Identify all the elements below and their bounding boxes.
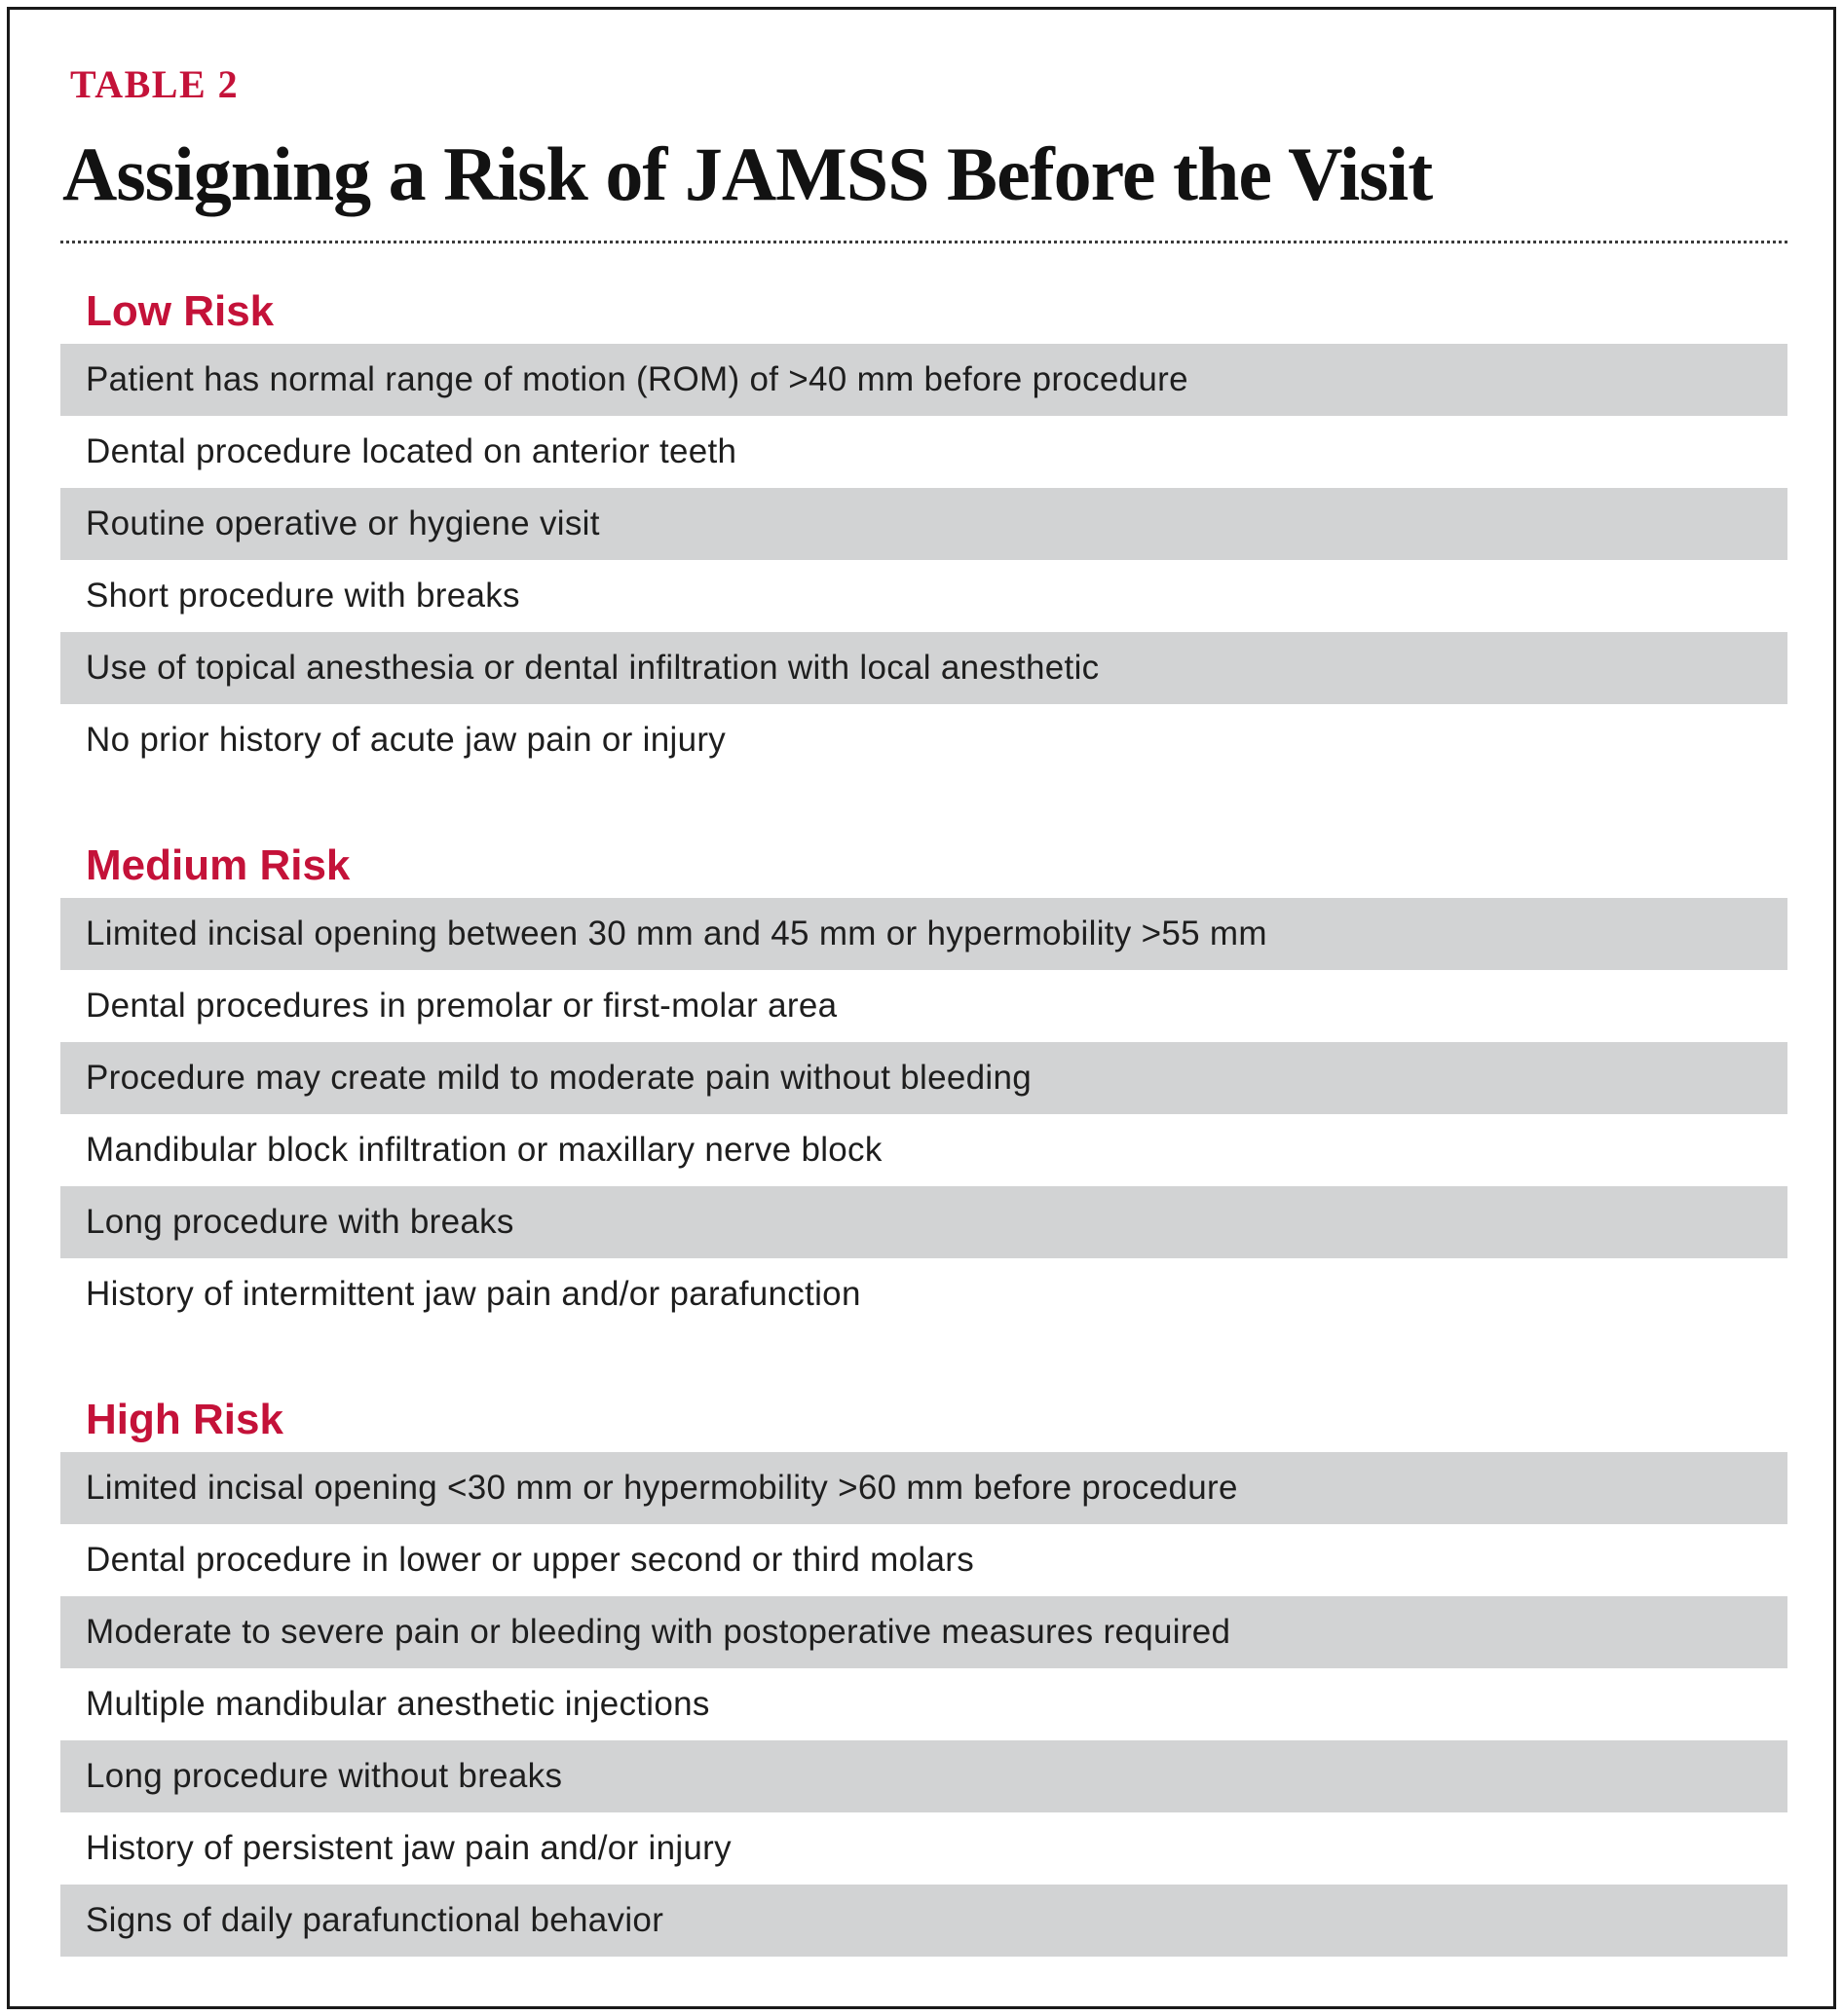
- section-heading: Low Risk: [86, 287, 275, 335]
- table-row: Signs of daily parafunctional behavior: [60, 1885, 1787, 1957]
- section-heading: High Risk: [86, 1396, 283, 1443]
- table-row: Dental procedure in lower or upper second or third molars: [60, 1524, 1787, 1596]
- risk-section-high-risk: [60, 1397, 1787, 1957]
- table-row: Mandibular block infiltration or maxillary nerve block: [60, 1114, 1787, 1186]
- table-row: Dental procedures in premolar or first-molar area: [60, 970, 1787, 1042]
- table-row: Moderate to severe pain or bleeding with postoperative measures required: [60, 1596, 1787, 1668]
- table-row: Patient has normal range of motion (ROM) of >40 mm before procedure: [60, 344, 1787, 416]
- table-row: Routine operative or hygiene visit: [60, 488, 1787, 560]
- table-frame: [7, 7, 1836, 2009]
- table-row: Limited incisal opening between 30 mm and 45 mm or hypermobility >55 mm: [60, 898, 1787, 970]
- page-title: Assigning a Risk of JAMSS Before the Visit: [62, 131, 1433, 216]
- table-row: Use of topical anesthesia or dental infiltration with local anesthetic: [60, 632, 1787, 704]
- section-rows: [60, 1452, 1787, 1957]
- section-rows: [60, 344, 1787, 776]
- risk-section-low-risk: [60, 288, 1787, 776]
- section-rows: [60, 898, 1787, 1330]
- table-row: History of persistent jaw pain and/or injury: [60, 1812, 1787, 1885]
- table-label: TABLE 2: [70, 62, 240, 106]
- table-row: Dental procedure located on anterior teeth: [60, 416, 1787, 488]
- risk-section-medium-risk: [60, 842, 1787, 1330]
- table-row: Short procedure with breaks: [60, 560, 1787, 632]
- section-heading: Medium Risk: [86, 841, 351, 889]
- table-row: History of intermittent jaw pain and/or parafunction: [60, 1258, 1787, 1330]
- table-row: No prior history of acute jaw pain or injury: [60, 704, 1787, 776]
- table-row: Multiple mandibular anesthetic injections: [60, 1668, 1787, 1740]
- dotted-divider: [60, 241, 1787, 243]
- table-row: Long procedure with breaks: [60, 1186, 1787, 1258]
- table-row: Procedure may create mild to moderate pain without bleeding: [60, 1042, 1787, 1114]
- table-row: Limited incisal opening <30 mm or hypermobility >60 mm before procedure: [60, 1452, 1787, 1524]
- risk-sections: [60, 288, 1787, 1957]
- table-row: Long procedure without breaks: [60, 1740, 1787, 1812]
